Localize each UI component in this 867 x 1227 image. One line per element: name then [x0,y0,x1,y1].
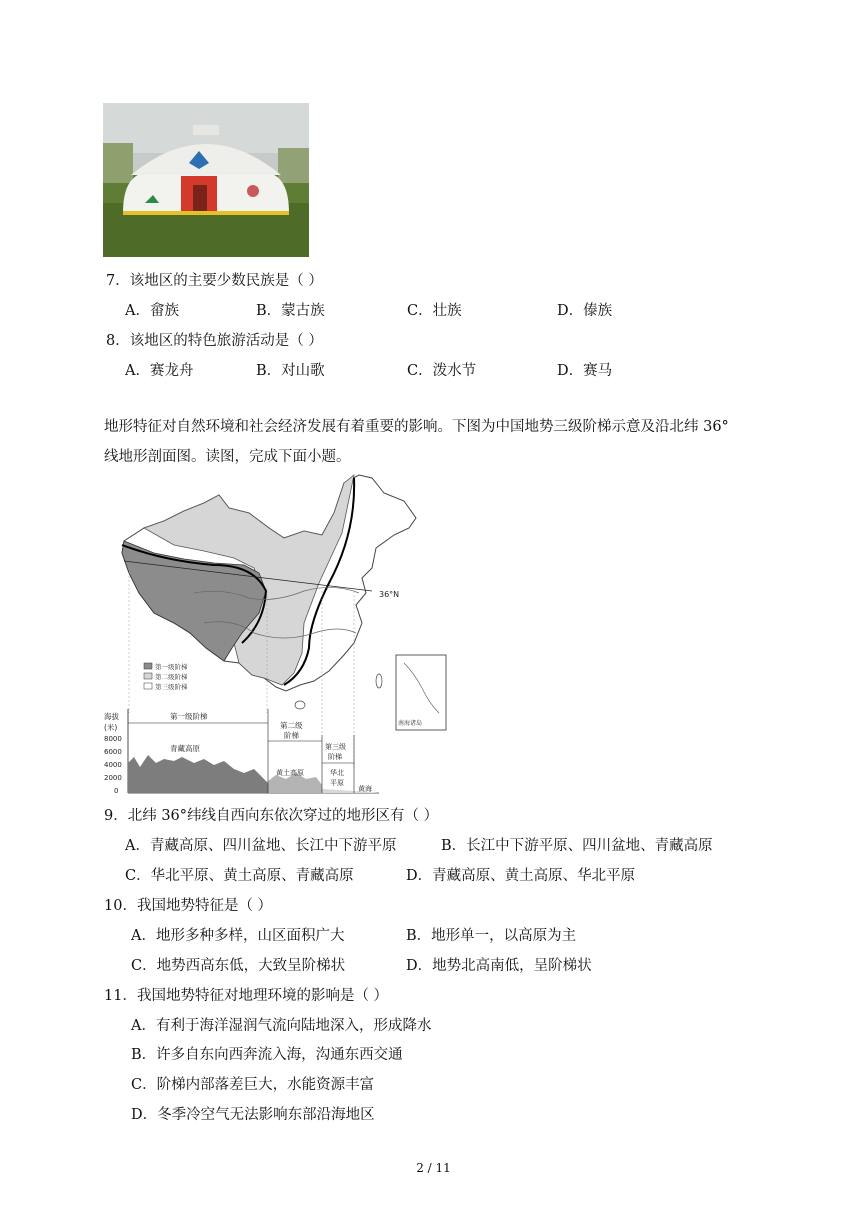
legend-step-1: 第一级阶梯 [155,663,188,671]
q11-option-c[interactable]: C．阶梯内部落差巨大，水能资源丰富 [131,1077,375,1093]
q11-option-b[interactable]: B．许多自东向西奔流入海，沟通东西交通 [131,1047,403,1063]
profile-region-qingzang: 青藏高原 [170,744,200,753]
profile-ytick-2000: 2000 [104,774,122,782]
q9-option-d[interactable]: D．青藏高原、黄土高原、华北平原 [406,868,636,884]
q8-option-d[interactable]: D．赛马 [557,363,613,379]
profile-step-2b: 阶梯 [284,731,299,740]
intro-line-2: 线地形剖面图。读图，完成下面小题。 [104,449,351,465]
profile-ytick-6000: 6000 [104,748,122,756]
profile-region-huabei-b: 平原 [330,779,344,787]
profile-step-2a: 第二级 [280,721,303,730]
profile-region-huanghai: 黄海 [358,785,372,793]
q8-option-b[interactable]: B．对山歌 [256,363,325,379]
terrain-map-figure [104,473,454,798]
profile-ylabel-2: (米) [104,723,118,732]
q11-option-a[interactable]: A．有利于海洋湿润气流向陆地深入，形成降水 [131,1018,432,1034]
q10-option-b[interactable]: B．地形单一，以高原为主 [406,928,577,944]
profile-region-huangtu: 黄土高原 [276,769,304,777]
q8-option-c[interactable]: C．泼水节 [407,363,477,379]
q11-stem: 11．我国地势特征对地理环境的影响是（ ） [104,988,389,1004]
q7-option-b[interactable]: B．蒙古族 [256,303,325,319]
q9-stem: 9．北纬 36°纬线自西向东依次穿过的地形区有（ ） [104,808,439,824]
q7-stem: 7．该地区的主要少数民族是（ ） [106,273,323,289]
profile-ylabel-1: 海拔 [104,712,119,721]
q9-option-a[interactable]: A．青藏高原、四川盆地、长江中下游平原 [125,838,397,854]
yurt-photo [103,103,309,257]
page-number: 2 / 11 [416,1161,451,1175]
q10-option-a[interactable]: A．地形多种多样，山区面积广大 [131,928,345,944]
terrain-profile [104,709,379,795]
q7-option-a[interactable]: A．畲族 [125,303,179,319]
q9-option-c[interactable]: C．华北平原、黄土高原、青藏高原 [125,868,354,884]
profile-step-3b: 阶梯 [328,753,342,761]
q7-option-c[interactable]: C．壮族 [407,303,462,319]
profile-ytick-0: 0 [114,787,119,795]
q9-option-b[interactable]: B．长江中下游平原、四川盆地、青藏高原 [441,838,713,854]
q10-stem: 10．我国地势特征是（ ） [104,898,273,914]
profile-region-huabei-a: 华北 [330,769,344,777]
intro-line-1: 地形特征对自然环境和社会经济发展有着重要的影响。下图为中国地势三级阶梯示意及沿北纬 36° [104,419,729,435]
lat-label: 36°N [379,590,400,599]
inset-label: 南海诸岛 [398,720,423,727]
profile-ytick-8000: 8000 [104,735,122,743]
q11-option-d[interactable]: D．冬季冷空气无法影响东部沿海地区 [131,1107,375,1123]
profile-step-3a: 第三级 [325,743,346,751]
q8-option-a[interactable]: A．赛龙舟 [125,363,194,379]
q10-option-d[interactable]: D．地势北高南低，呈阶梯状 [406,958,592,974]
q7-option-d[interactable]: D．傣族 [557,303,613,319]
q10-option-c[interactable]: C．地势西高东低，大致呈阶梯状 [131,958,346,974]
profile-step-1: 第一级阶梯 [170,712,208,721]
q8-stem: 8．该地区的特色旅游活动是（ ） [106,333,323,349]
profile-ytick-4000: 4000 [104,761,122,769]
legend-step-2: 第二级阶梯 [155,673,188,681]
legend-step-3: 第三级阶梯 [155,683,188,691]
